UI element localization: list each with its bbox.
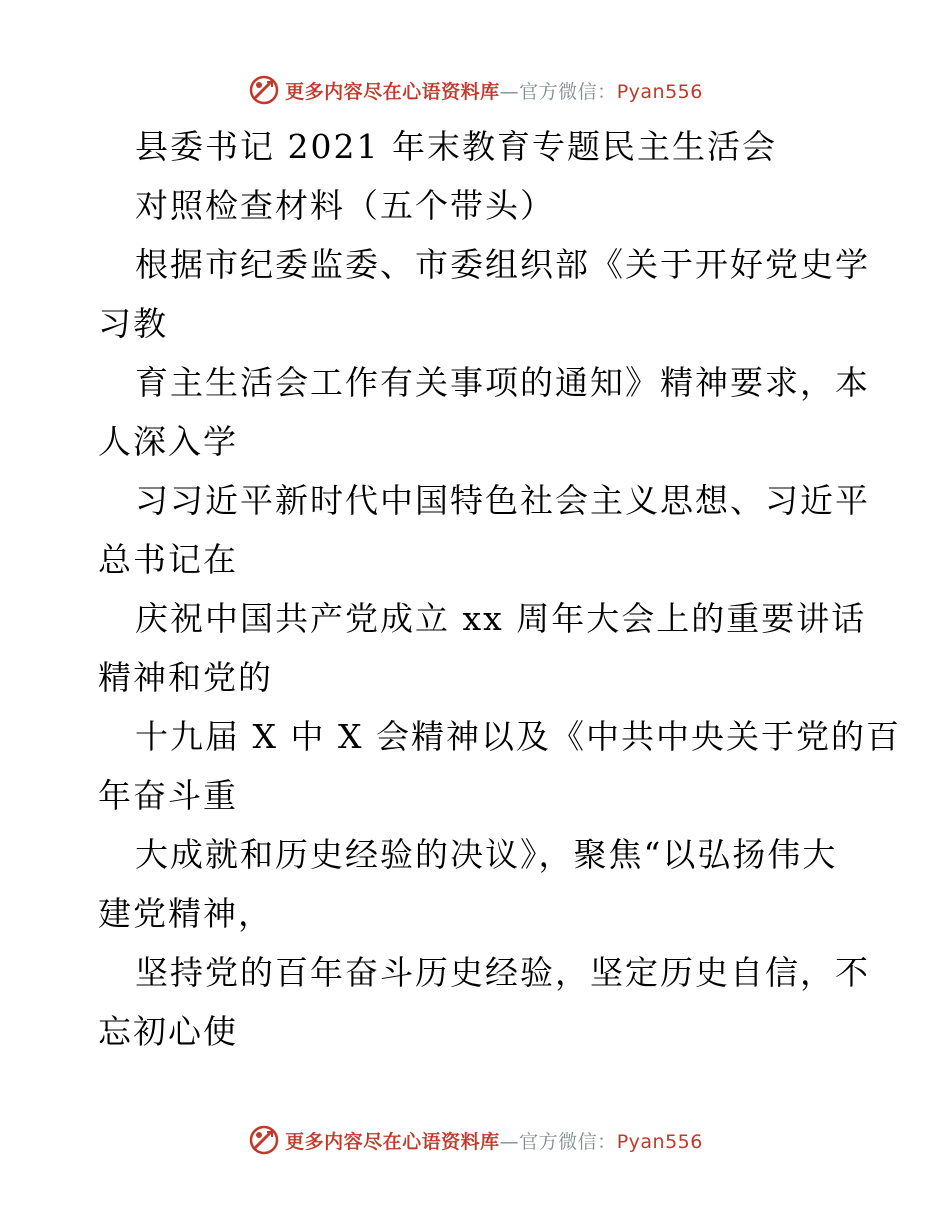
watermark-main-text: 更多内容尽在心语资料库	[285, 1130, 500, 1153]
paragraph-line: 大成就和历史经验的决议》，聚焦“以弘扬伟大	[135, 835, 838, 874]
paragraph-line: 忘初心使	[98, 1012, 238, 1051]
pen-swirl-logo-icon	[247, 73, 281, 107]
paragraph-line: 十九届 X 中 X 会精神以及《中共中央关于党的百	[135, 717, 901, 756]
document-title-line-1: 县委书记 2021 年末教育专题民主生活会	[135, 127, 777, 166]
paragraph-line: 年奋斗重	[98, 776, 238, 815]
document-title-line-2: 对照检查材料（五个带头）	[135, 186, 555, 225]
paragraph-line: 建党精神，	[98, 894, 273, 933]
watermark-main-text: 更多内容尽在心语资料库	[285, 80, 500, 103]
watermark-wechat-id: Pyan556	[616, 1130, 703, 1153]
pen-swirl-logo-icon	[247, 1123, 281, 1157]
paragraph-line: 根据市纪委监委、市委组织部《关于开好党史学	[135, 245, 870, 284]
header-watermark	[0, 70, 950, 110]
paragraph-line: 坚持党的百年奋斗历史经验，坚定历史自信，不	[135, 953, 870, 992]
watermark-wechat-id: Pyan556	[616, 80, 703, 103]
watermark-sub-text: 官方微信：	[519, 80, 617, 103]
paragraph-line: 人深入学	[98, 422, 238, 461]
watermark-separator: —	[499, 80, 520, 103]
paragraph-line: 精神和党的	[98, 658, 273, 697]
paragraph-line: 庆祝中国共产党成立 xx 周年大会上的重要讲话	[135, 599, 867, 638]
paragraph-line: 习习近平新时代中国特色社会主义思想、习近平	[135, 481, 870, 520]
watermark-sub-text: 官方微信：	[519, 1130, 617, 1153]
paragraph-line: 习教	[98, 304, 168, 343]
watermark-separator: —	[499, 1130, 520, 1153]
paragraph-line: 育主生活会工作有关事项的通知》精神要求，本	[135, 363, 870, 402]
footer-watermark	[0, 1120, 950, 1160]
paragraph-line: 总书记在	[98, 540, 238, 579]
